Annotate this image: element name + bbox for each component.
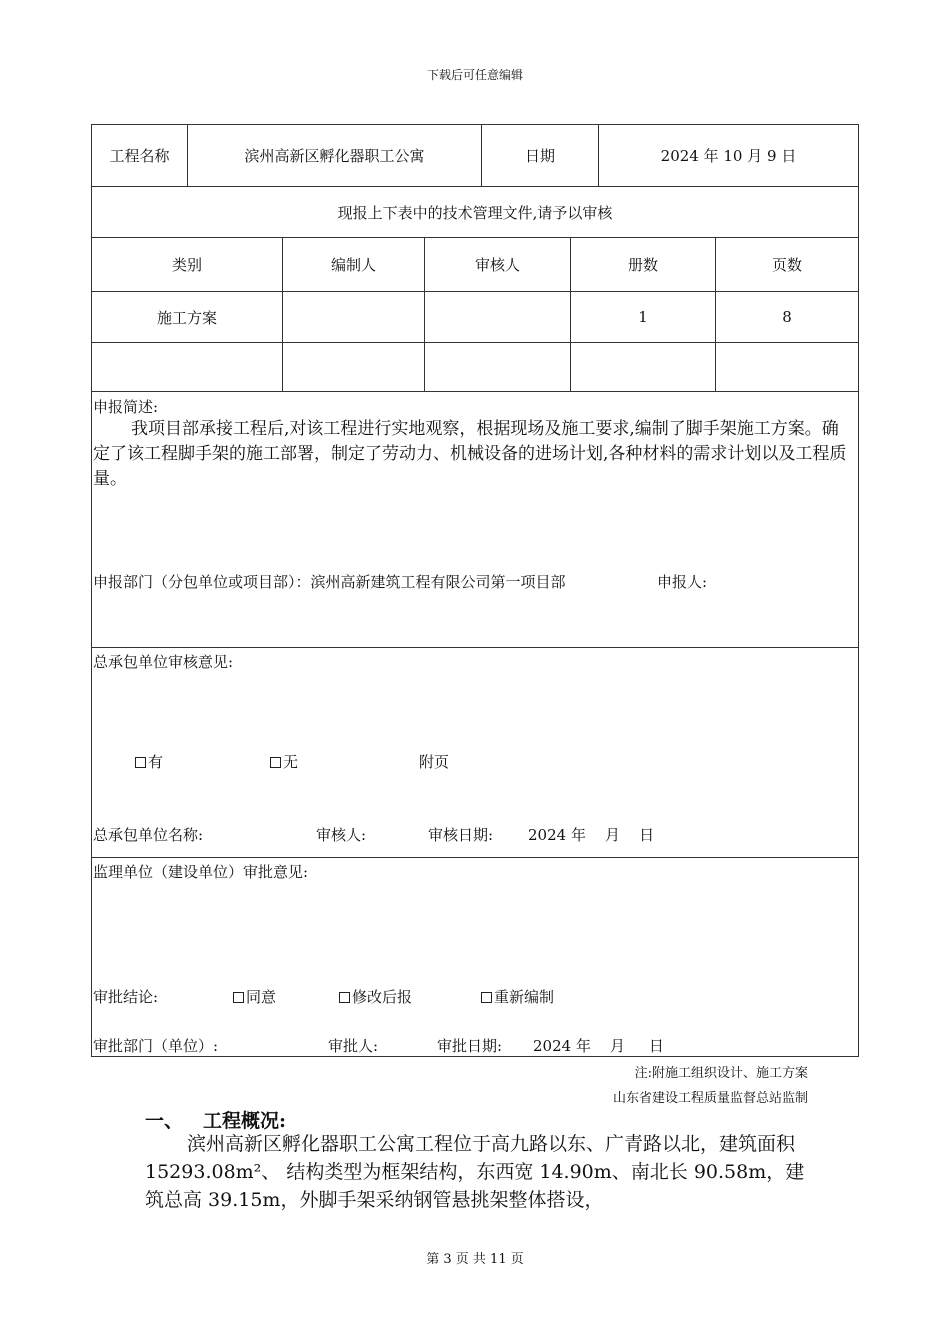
approval-dept-label: 审批部门（单位）:: [93, 1037, 219, 1055]
header-reviewer: 审核人: [474, 256, 520, 274]
attachment-note: 注:附施工组织设计、施工方案: [634, 1066, 808, 1081]
reporter-label: 申报人:: [657, 573, 708, 591]
option-revise[interactable]: 修改后报: [339, 986, 412, 1007]
table-cell-reviewer: [425, 292, 570, 342]
gc-name-label: 总承包单位名称:: [93, 826, 204, 844]
approval-conclusion-label: 审批结论:: [93, 988, 159, 1006]
date-label: 日期: [524, 147, 555, 165]
option-agree[interactable]: 同意: [233, 986, 276, 1007]
table-cell-volumes: [571, 343, 715, 391]
approval-date-label: 审批日期:: [437, 1037, 503, 1055]
checkbox-yes-icon[interactable]: [135, 757, 146, 768]
approver-label: 审批人:: [328, 1037, 379, 1055]
report-dept: 申报部门（分包单位或项目部）：滨州高新建筑工程有限公司第一项目部: [93, 573, 566, 591]
overview-heading-number: 一、: [145, 1110, 184, 1132]
approval-date-value: 2024 年 月 日: [533, 1037, 664, 1055]
table-cell-reviewer: [425, 343, 570, 391]
report-label: 申报简述:: [93, 398, 159, 416]
checkbox-no-icon[interactable]: [270, 757, 281, 768]
header-compiler: 编制人: [330, 256, 376, 274]
table-cell-category: [92, 343, 282, 391]
issuer-note: 山东省建设工程质量监督总站监制: [612, 1091, 808, 1106]
gc-option-yes[interactable]: 有: [135, 751, 163, 772]
form-table: [91, 124, 859, 1057]
table-cell-category: 施工方案: [156, 308, 217, 327]
table-cell-compiler: [283, 343, 424, 391]
option-redo[interactable]: 重新编制: [481, 986, 554, 1007]
header-pages: 页数: [771, 256, 802, 274]
table-cell-pages: 8: [782, 308, 792, 326]
table-cell-compiler: [283, 292, 424, 342]
gc-attached-pages: 附页: [419, 753, 450, 771]
overview-heading: 工程概况:: [203, 1110, 287, 1132]
header-volumes: 册数: [627, 256, 658, 274]
report-body: 我项目部承接工程后,对该工程进行实地观察，根据现场及施工要求,编制了脚手架施工方案。确定了该工程脚手架的施工部署，制定了劳动力、机械设备的进场计划,各种材料的需求计划以及工程质量。: [93, 419, 847, 489]
request-text: 现报上下表中的技术管理文件,请予以审核: [337, 203, 613, 222]
gc-opinion-label: 总承包单位审核意见:: [93, 653, 234, 671]
project-name-label: 工程名称: [109, 147, 170, 165]
header-note: 下载后可任意编辑: [426, 68, 523, 82]
checkbox-redo-icon[interactable]: [481, 992, 492, 1003]
gc-option-no[interactable]: 无: [270, 751, 298, 772]
gc-reviewer-label: 审核人:: [316, 826, 367, 844]
table-cell-volumes: 1: [638, 308, 648, 326]
date-value: 2024 年 10 月 9 日: [660, 147, 797, 165]
gc-review-date-label: 审核日期:: [428, 826, 494, 844]
checkbox-agree-icon[interactable]: [233, 992, 244, 1003]
table-cell-pages: [716, 343, 858, 391]
overview-body: 滨州高新区孵化器职工公寓工程位于高九路以东、广青路以北，建筑面积 15293.08m²、 结构类型为框架结构，东西宽 14.90m、南北长 90.58m，建筑总高 39.15m，外脚手架采纳钢管悬挑架整体搭设，: [145, 1133, 805, 1211]
page-footer: 第 3 页 共 11 页: [426, 1252, 524, 1267]
checkbox-revise-icon[interactable]: [339, 992, 350, 1003]
project-name-value: 滨州高新区孵化器职工公寓: [244, 147, 425, 165]
header-category: 类别: [171, 256, 202, 274]
supervisor-opinion-label: 监理单位（建设单位）审批意见:: [93, 863, 309, 881]
gc-review-date-value: 2024 年 月 日: [528, 826, 655, 844]
